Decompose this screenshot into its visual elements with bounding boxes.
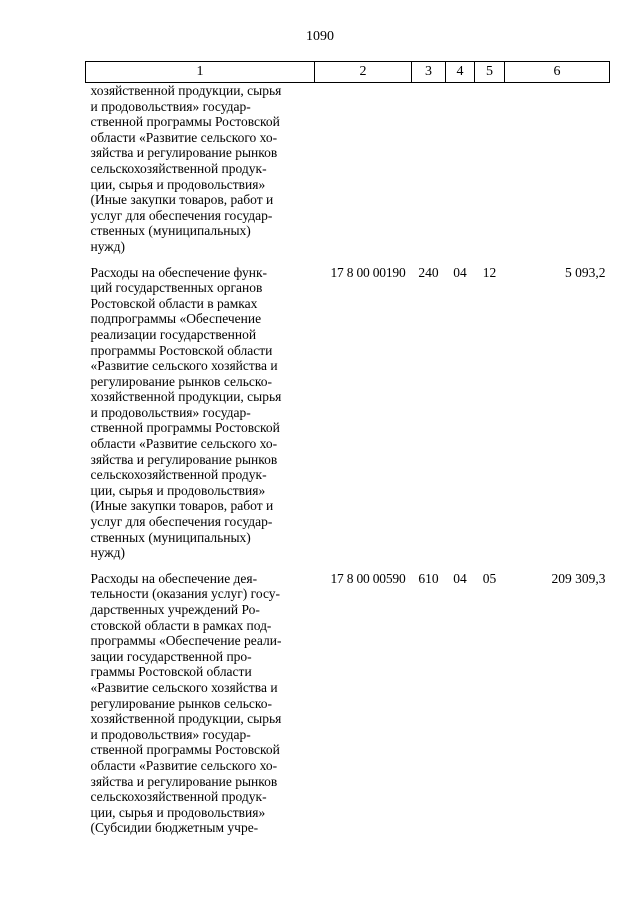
- row-description: Расходы на обеспечение функ- ций государственных органов Ростовской области в рамках подпрограммы «Обеспечение реализации государственной программы Ростовской области «Развитие сельского хозяйства и регулирование рынков сельско- хозяйственной продукции, сырья и продовольствия» государ- ственной программы Ростовской области «Развитие сельского хо- зяйства и регулирование рынков сельскохозяйственной продук- ции, сырья и продовольствия» (Иные закупки товаров, работ и услуг для обеспечения государ- ственных (муниципальных) нужд): [90, 264, 282, 561]
- row-amount: [505, 83, 610, 255]
- row-col3: [412, 83, 446, 255]
- table-row: [86, 83, 610, 255]
- row-spacer: [86, 255, 610, 265]
- header-col-1: 1: [86, 62, 315, 83]
- header-row: [86, 62, 610, 83]
- row-col5: [475, 83, 505, 255]
- header-col-2: 2: [315, 62, 412, 83]
- header-col-4: 4: [446, 62, 475, 83]
- row-code: [315, 83, 412, 255]
- table-row: [86, 265, 610, 561]
- table-header: [86, 62, 610, 83]
- table-row: [86, 571, 610, 836]
- row-col3: 240: [418, 264, 439, 280]
- row-col3: 610: [418, 570, 439, 586]
- table-body: [86, 83, 610, 836]
- budget-table: [85, 61, 610, 836]
- row-col4: 04: [453, 264, 467, 280]
- header-col-5: 5: [475, 62, 505, 83]
- row-col4: 04: [453, 570, 467, 586]
- row-code: 17 8 00 00190: [330, 264, 406, 280]
- row-col4: [446, 83, 475, 255]
- row-col5: 05: [482, 570, 497, 586]
- row-amount: 209 309,3: [551, 570, 606, 586]
- row-code: 17 8 00 00590: [330, 570, 406, 586]
- row-description: хозяйственной продукции, сырья и продовольствия» государ- ственной программы Ростовской области «Развитие сельского хо- зяйства и регулирование рынков сельскохозяйственной продук- ции, сырья и продовольствия» (Иные закупки товаров, работ и услуг для обеспечения государ- ственных (муниципальных) нужд): [90, 83, 282, 254]
- row-col5: 12: [482, 264, 497, 280]
- row-description: Расходы на обеспечение дея- тельности (оказания услуг) госу- дарственных учреждений Ро- стовской области в рамках под- программы «Обеспечение реали- зации государственной про- граммы Ростовской области «Развитие сельского хозяйства и регулирование рынков сельско- хозяйственной продукции, сырья и продовольствия» государ- ственной программы Ростовской области «Развитие сельского хо- зяйства и регулирование рынков сельскохозяйственной продук- ции, сырья и продовольствия» (Субсидии бюджетным учре-: [90, 570, 282, 836]
- row-amount: 5 093,2: [565, 264, 606, 280]
- header-col-3: 3: [412, 62, 446, 83]
- row-spacer: [86, 561, 610, 571]
- header-col-6: 6: [505, 62, 610, 83]
- page-number: 1090: [306, 29, 334, 44]
